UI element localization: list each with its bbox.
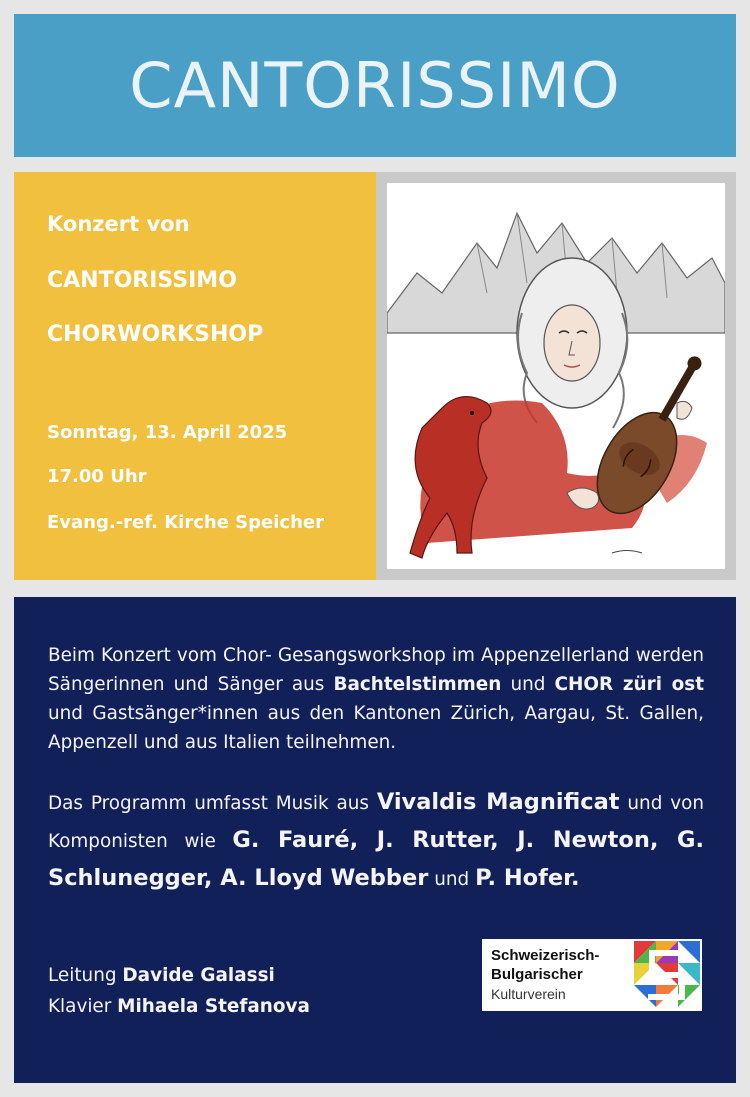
credits (48, 960, 310, 1022)
description-paragraph-1: Beim Konzert vom Chor- Gesangsworkshop im Appenzellerland werden Sängerinnen und Sänger aus Bachtelstimmen und CHOR züri ost und Gastsänger*innen aus den Kantonen Zürich, Aargau, St. Gallen, Appenzell und aus Italien teilnehmen. (48, 645, 704, 753)
event-info-panel (14, 172, 376, 580)
klavier-name: Mihaela Stefanova (117, 996, 310, 1017)
event-time: 17.00 Uhr (47, 466, 147, 487)
sponsor-logo: Schweizerisch- Bulgarischer Kulturverein (482, 939, 702, 1011)
svbk-logo-icon (634, 941, 700, 1009)
vivaldi-illustration-icon (387, 183, 725, 569)
event-workshop: CHORWORKSHOP (47, 322, 264, 347)
event-date: Sonntag, 13. April 2025 (47, 422, 288, 443)
header-banner (14, 14, 736, 157)
leitung-name: Davide Galassi (122, 965, 275, 986)
description-panel (14, 597, 736, 1083)
page-title: CANTORISSIMO (129, 49, 621, 122)
illustration-frame (376, 172, 736, 580)
leitung-label: Leitung (48, 965, 117, 986)
description-paragraph-2: Das Programm umfasst Musik aus Vivaldis Magnificat und von Komponisten wie G. Fauré, J. Rutter, J. Newton, G. Schlunegger, A. Lloyd Webber und P. Hofer. (48, 789, 705, 891)
event-choir-name: CANTORISSIMO (47, 268, 237, 293)
event-intro: Konzert von (47, 212, 190, 236)
event-venue: Evang.-ref. Kirche Speicher (47, 512, 324, 533)
klavier-label: Klavier (48, 996, 112, 1017)
